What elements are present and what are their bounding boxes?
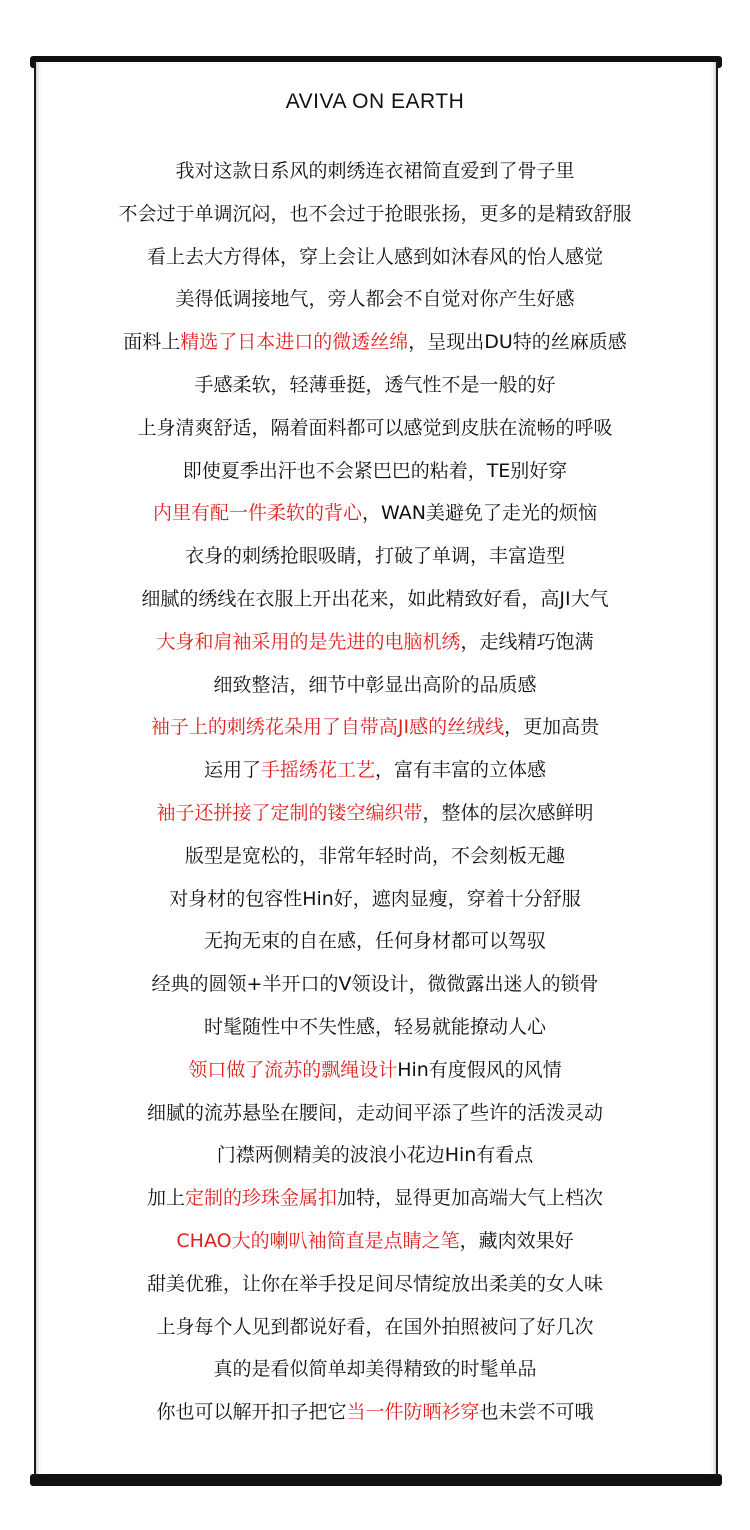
line-text: 细腻的流苏悬坠在腰间，走动间平添了些许的活泼灵动 — [146, 1101, 603, 1124]
highlight-text: 精选了日本进口的微透丝绵 — [180, 331, 409, 354]
line-text: 细腻的绣线在衣服上开出花来，如此精致好看，高JI大气 — [141, 587, 609, 610]
line-text: 对身材的包容性Hin好，遮肉显瘦，穿着十分舒服 — [169, 887, 581, 910]
line-text: 不会过于单调沉闷，也不会过于抢眼张扬，更多的是精致舒服 — [118, 202, 632, 225]
description-line — [0, 1006, 750, 1049]
line-text: 面料上 — [123, 331, 181, 354]
highlight-text: 内里有配一件柔软的背心 — [153, 502, 363, 525]
line-text: Hin有度假风的风情 — [397, 1058, 562, 1081]
line-text: 运用了 — [203, 759, 261, 782]
description-line — [0, 407, 750, 450]
scroll-bottom-rod — [30, 1474, 722, 1486]
description-line — [0, 920, 750, 963]
highlight-text: 袖子上的刺绣花朵用了自带高JI感的丝绒线 — [150, 716, 505, 739]
highlight-text: 大身和肩袖采用的是先进的电脑机绣 — [156, 630, 461, 653]
line-text: ，藏肉效果好 — [459, 1229, 574, 1252]
description-line — [0, 1049, 750, 1092]
line-text: 即使夏季出汗也不会紧巴巴的粘着，TE别好穿 — [182, 459, 568, 482]
line-text: 衣身的刺绣抢眼吸睛，打破了单调，丰富造型 — [184, 545, 565, 568]
line-text: 我对这款日系风的刺绣连衣裙简直爱到了骨子里 — [175, 160, 575, 182]
description-line — [0, 364, 750, 407]
description-line — [0, 150, 750, 193]
highlight-text: 领口做了流苏的飘绳设计 — [188, 1058, 398, 1081]
description-line — [0, 278, 750, 321]
description-line — [0, 749, 750, 792]
line-text: 也未尝不可哦 — [479, 1401, 594, 1424]
description-line — [0, 1263, 750, 1306]
line-text: 经典的圆领+半开口的V领设计，微微露出迷人的锁骨 — [151, 973, 599, 996]
line-text: 看上去大方得体，穿上会让人感到如沐春风的怡人感觉 — [146, 245, 603, 268]
description-line — [0, 621, 750, 664]
highlight-text: 手摇绣花工艺 — [260, 759, 375, 782]
description-line — [0, 664, 750, 707]
line-text: 加上 — [146, 1187, 185, 1210]
line-text: ，更加高贵 — [504, 716, 600, 739]
description-line — [0, 1306, 750, 1349]
line-text: 细致整洁，细节中彰显出高阶的品质感 — [213, 673, 537, 696]
description-line — [0, 878, 750, 921]
line-text: 无拘无束的自在感，任何身材都可以驾驭 — [203, 930, 546, 953]
page-title: AVIVA ON EARTH — [285, 90, 465, 113]
line-text: 美得低调接地气，旁人都会不自觉对你产生好感 — [175, 288, 575, 311]
line-text: 上身清爽舒适，隔着面料都可以感觉到皮肤在流畅的呼吸 — [137, 416, 613, 439]
line-text: 上身每个人见到都说好看，在国外拍照被问了好几次 — [156, 1315, 594, 1338]
line-text: 门襟两侧精美的波浪小花边Hin有看点 — [216, 1144, 534, 1167]
line-text: 手感柔软，轻薄垂挺，透气性不是一般的好 — [194, 373, 556, 396]
description-line — [0, 792, 750, 835]
line-text: ，富有丰富的立体感 — [375, 759, 547, 782]
description-line — [0, 321, 750, 364]
line-text: 你也可以解开扣子把它 — [156, 1401, 347, 1424]
line-text: 版型是宽松的，非常年轻时尚，不会刻板无趣 — [184, 844, 565, 867]
highlight-text: CHAO大的喇叭袖简直是点睛之笔 — [176, 1229, 460, 1252]
line-text: 真的是看似简单却美得精致的时髦单品 — [213, 1358, 537, 1381]
line-text: 时髦随性中不失性感，轻易就能撩动人心 — [203, 1015, 546, 1038]
line-text: 加特，显得更加高端大气上档次 — [337, 1187, 604, 1210]
highlight-text: 袖子还拼接了定制的镂空编织带 — [156, 801, 423, 824]
description-line — [0, 578, 750, 621]
description-line — [0, 1348, 750, 1391]
description-line — [0, 492, 750, 535]
description-line — [0, 963, 750, 1006]
description-line — [0, 535, 750, 578]
highlight-text: 当一件防晒衫穿 — [346, 1401, 480, 1424]
description-line — [0, 1134, 750, 1177]
highlight-text: 定制的珍珠金属扣 — [184, 1187, 337, 1210]
description-line — [0, 835, 750, 878]
line-text: ，走线精巧饱满 — [460, 630, 594, 653]
description-line — [0, 450, 750, 493]
line-text: 甜美优雅，让你在举手投足间尽情绽放出柔美的女人味 — [146, 1272, 603, 1295]
description-lines — [0, 150, 750, 1434]
description-line — [0, 193, 750, 236]
description-line — [0, 1177, 750, 1220]
line-text: ，WAN美避免了走光的烦恼 — [362, 502, 597, 525]
description-line — [0, 706, 750, 749]
description-line — [0, 1220, 750, 1263]
description-line — [0, 1391, 750, 1434]
description-line — [0, 236, 750, 279]
line-text: ，整体的层次感鲜明 — [422, 801, 594, 824]
line-text: ，呈现出DU特的丝麻质感 — [408, 331, 627, 354]
description-line — [0, 1092, 750, 1135]
